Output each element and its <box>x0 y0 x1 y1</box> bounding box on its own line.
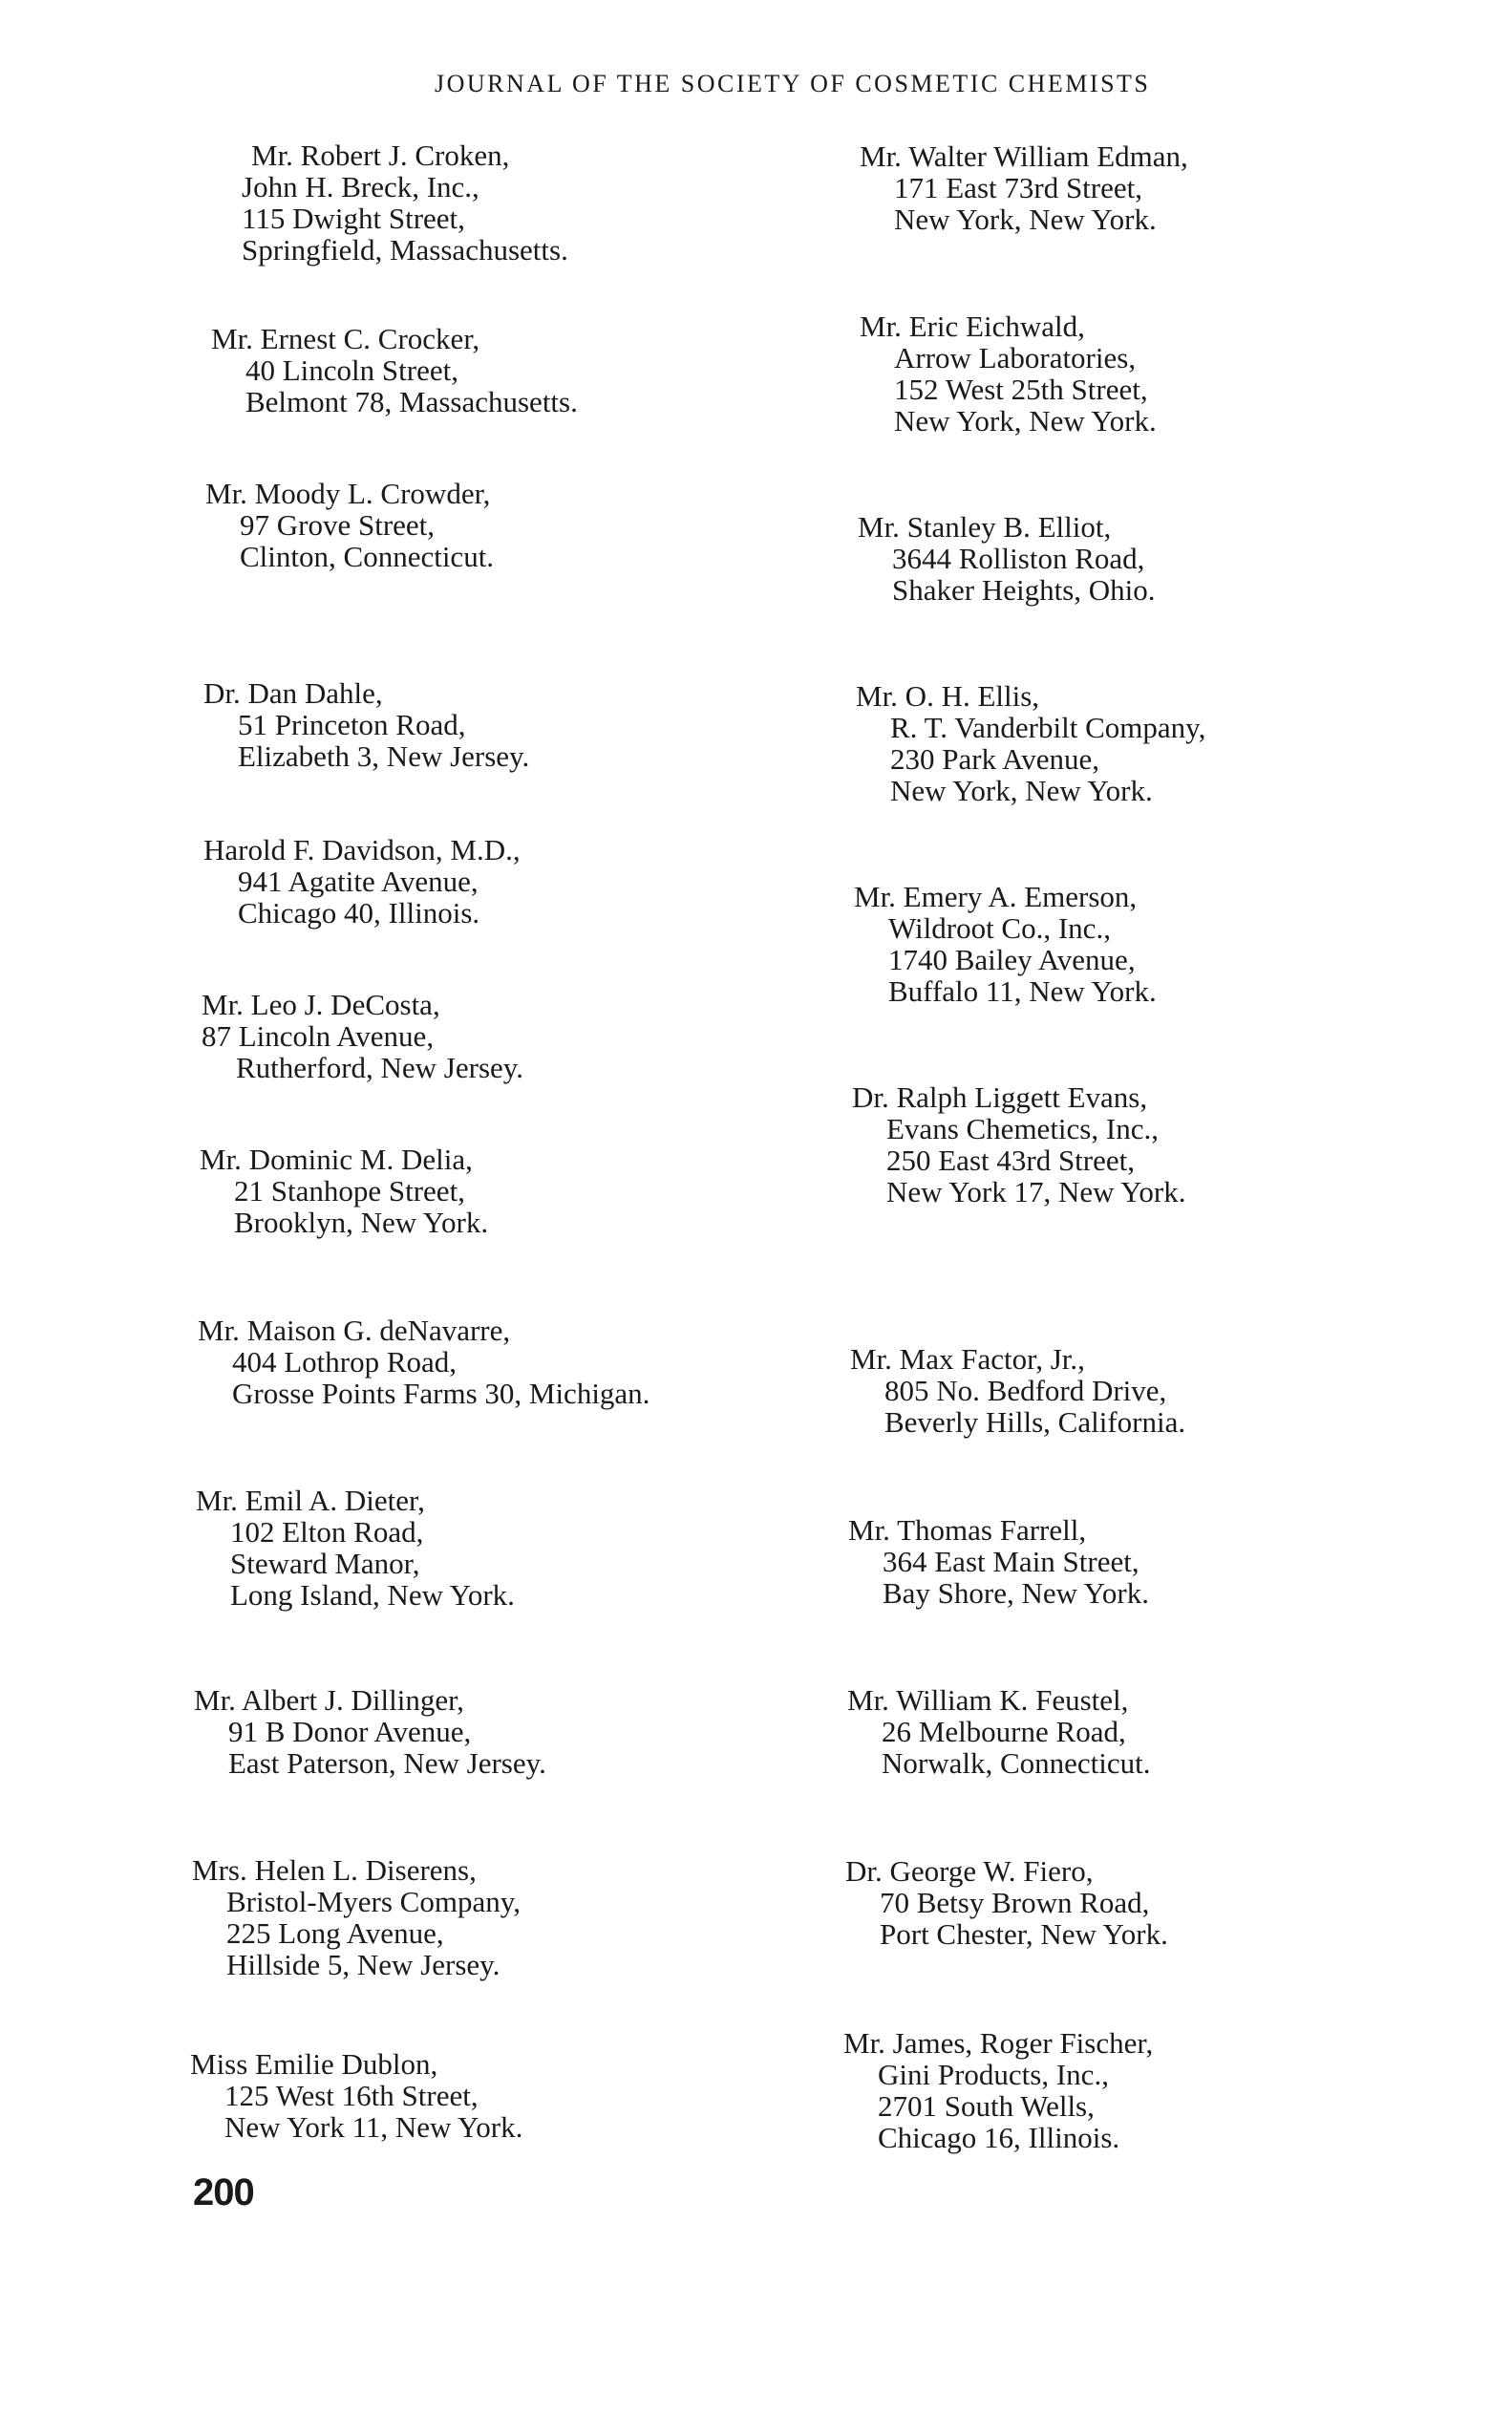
entry-address-line: 2701 South Wells, <box>878 2089 1095 2123</box>
directory-entry <box>200 1144 488 1238</box>
entry-name-line: Dr. George W. Fiero, <box>845 1854 1094 1888</box>
entry-address-line: 70 Betsy Brown Road, <box>880 1886 1150 1919</box>
entry-address-line: New York 17, New York. <box>886 1175 1186 1208</box>
entry-name-line: Mr. Eric Eichwald, <box>860 310 1085 343</box>
directory-entry <box>852 1081 1185 1208</box>
directory-entry <box>203 677 529 772</box>
entry-address-line: 26 Melbourne Road, <box>882 1715 1126 1748</box>
entry-name-line: Mr. Thomas Farrell, <box>848 1513 1087 1547</box>
directory-entry <box>860 310 1157 437</box>
entry-address-line: New York, New York. <box>894 203 1157 236</box>
entry-address-line: Chicago 40, Illinois. <box>238 896 480 930</box>
entry-address-line: 152 West 25th Street, <box>894 373 1148 406</box>
entry-name-line: Harold F. Davidson, M.D., <box>203 833 521 866</box>
directory-entry <box>190 2048 522 2143</box>
entry-address-line: 225 Long Avenue, <box>226 1916 444 1950</box>
entry-name-line: Mr. O. H. Ellis, <box>856 679 1040 713</box>
entry-name-line: Mr. Stanley B. Elliot, <box>858 510 1112 544</box>
directory-entry <box>242 139 568 266</box>
directory-entry <box>856 680 1205 806</box>
entry-address-line: New York, New York. <box>894 404 1157 438</box>
directory-entry <box>843 2027 1153 2153</box>
directory-entry <box>192 1854 521 1980</box>
directory-entry <box>202 989 523 1083</box>
entry-address-line: Bristol-Myers Company, <box>226 1885 521 1918</box>
entry-address-line: Shaker Heights, Ohio. <box>892 573 1156 607</box>
entry-address-line: 102 Elton Road, <box>230 1515 424 1549</box>
directory-entry <box>858 511 1156 606</box>
directory-entry <box>203 834 521 929</box>
entry-name-line: Mr. Dominic M. Delia, <box>200 1143 473 1176</box>
entry-address-line: 97 Grove Street, <box>240 508 436 542</box>
entry-name-line: Mr. Robert J. Croken, <box>251 139 510 172</box>
running-header: JOURNAL OF THE SOCIETY OF COSMETIC CHEMISTS <box>435 70 1151 97</box>
entry-address-line: Port Chester, New York. <box>880 1917 1168 1951</box>
entry-address-line: 1740 Bailey Avenue, <box>888 943 1136 976</box>
entry-address-line: 805 No. Bedford Drive, <box>884 1374 1167 1407</box>
directory-entry <box>211 323 578 417</box>
entry-address-line: Grosse Points Farms 30, Michigan. <box>232 1377 650 1410</box>
entry-address-line: Bay Shore, New York. <box>883 1576 1149 1610</box>
entry-name-line: Mr. Emery A. Emerson, <box>854 880 1138 913</box>
directory-entry <box>854 881 1157 1007</box>
entry-name-line: Miss Emilie Dublon, <box>190 2047 438 2081</box>
directory-entry <box>847 1684 1151 1779</box>
entry-address-line: 115 Dwight Street, <box>242 202 465 235</box>
entry-name-line: Mr. Max Factor, Jr., <box>850 1342 1085 1376</box>
entry-address-line: 87 Lincoln Avenue, <box>202 1019 435 1053</box>
directory-entry <box>194 1684 546 1779</box>
entry-name-line: Dr. Dan Dahle, <box>203 676 383 710</box>
entry-name-line: Mr. Maison G. deNavarre, <box>198 1314 511 1347</box>
directory-entry <box>850 1343 1185 1438</box>
entry-name-line: Mr. Emil A. Dieter, <box>196 1484 425 1517</box>
entry-address-line: Evans Chemetics, Inc., <box>886 1112 1159 1145</box>
entry-address-line: Clinton, Connecticut. <box>240 540 495 573</box>
entry-address-line: Rutherford, New Jersey. <box>236 1051 524 1084</box>
page-number: 200 <box>193 2171 254 2213</box>
entry-address-line: Arrow Laboratories, <box>894 341 1137 374</box>
entry-address-line: Norwalk, Connecticut. <box>882 1746 1151 1780</box>
entry-address-line: Hillside 5, New Jersey. <box>226 1948 500 1981</box>
entry-address-line: 125 West 16th Street, <box>224 2079 479 2112</box>
entry-address-line: 250 East 43rd Street, <box>886 1144 1136 1177</box>
entry-address-line: 364 East Main Street, <box>883 1545 1139 1578</box>
entry-address-line: 171 East 73rd Street, <box>894 171 1143 204</box>
entry-name-line: Dr. Ralph Liggett Evans, <box>852 1080 1148 1114</box>
entry-name-line: Mr. Leo J. DeCosta, <box>202 988 440 1021</box>
entry-address-line: Chicago 16, Illinois. <box>878 2121 1120 2154</box>
entry-name-line: Mr. Walter William Edman, <box>860 139 1188 173</box>
entry-address-line: 51 Princeton Road, <box>238 708 466 741</box>
entry-name-line: Mr. William K. Feustel, <box>847 1683 1129 1717</box>
entry-address-line: Springfield, Massachusetts. <box>242 233 568 267</box>
entry-address-line: Buffalo 11, New York. <box>888 974 1157 1008</box>
entry-name-line: Mr. Ernest C. Crocker, <box>211 322 480 355</box>
entry-address-line: Wildroot Co., Inc., <box>888 911 1111 945</box>
entry-address-line: John H. Breck, Inc., <box>242 170 479 203</box>
entry-address-line: Steward Manor, <box>230 1547 420 1580</box>
entry-name-line: Mr. Albert J. Dillinger, <box>194 1683 464 1717</box>
entry-name-line: Mr. Moody L. Crowder, <box>205 477 491 510</box>
entry-address-line: 404 Lothrop Road, <box>232 1345 458 1379</box>
directory-entry <box>196 1485 515 1611</box>
entry-address-line: Gini Products, Inc., <box>878 2058 1109 2091</box>
directory-entry <box>848 1514 1149 1609</box>
entry-name-line: Mr. James, Roger Fischer, <box>843 2026 1154 2060</box>
entry-address-line: East Paterson, New Jersey. <box>228 1746 546 1780</box>
entry-address-line: 91 B Donor Avenue, <box>228 1715 472 1748</box>
entry-address-line: Belmont 78, Massachusetts. <box>245 385 578 418</box>
directory-entry <box>845 1855 1168 1950</box>
entry-address-line: 230 Park Avenue, <box>890 742 1099 776</box>
entry-name-line: Mrs. Helen L. Diserens, <box>192 1853 477 1887</box>
entry-address-line: 3644 Rolliston Road, <box>892 542 1145 575</box>
directory-entry <box>198 1315 650 1409</box>
entry-address-line: R. T. Vanderbilt Company, <box>890 711 1206 744</box>
directory-entry <box>205 478 494 572</box>
entry-address-line: Brooklyn, New York. <box>234 1206 489 1239</box>
entry-address-line: New York, New York. <box>890 774 1153 807</box>
entry-address-line: 21 Stanhope Street, <box>234 1174 465 1208</box>
directory-entry <box>860 140 1188 235</box>
entry-address-line: New York 11, New York. <box>224 2110 523 2144</box>
entry-address-line: 941 Agatite Avenue, <box>238 865 479 898</box>
entry-address-line: Beverly Hills, California. <box>884 1405 1186 1439</box>
entry-address-line: Elizabeth 3, New Jersey. <box>238 739 530 773</box>
entry-address-line: 40 Lincoln Street, <box>245 353 458 387</box>
entry-address-line: Long Island, New York. <box>230 1578 515 1612</box>
